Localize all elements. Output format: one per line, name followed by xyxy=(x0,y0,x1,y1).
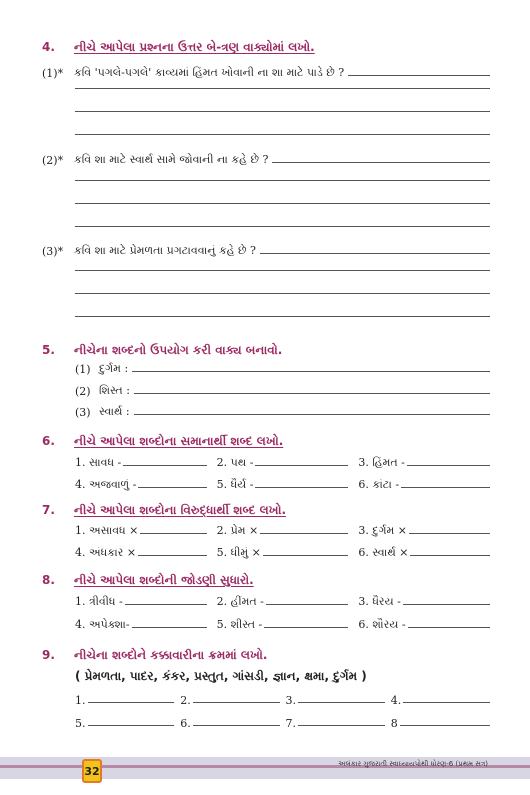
answer-line[interactable] xyxy=(410,555,490,556)
cell-word: 3. હિંમત - xyxy=(358,456,405,469)
word-row xyxy=(75,384,490,398)
section-number: 6. xyxy=(42,434,55,448)
answer-line[interactable] xyxy=(134,414,490,415)
answer-line[interactable] xyxy=(75,88,490,89)
answer-line[interactable] xyxy=(123,465,206,466)
cell-word: 3. દુર્ગમ × xyxy=(358,524,407,537)
grid-cell xyxy=(358,478,490,492)
grid-cell xyxy=(217,595,349,609)
section-number: 5. xyxy=(42,343,55,357)
question-number: (2)* xyxy=(42,154,64,167)
item-number: (2) xyxy=(75,385,91,398)
grid-cell xyxy=(358,546,490,560)
answer-line[interactable] xyxy=(138,555,207,556)
section-4-heading xyxy=(42,40,315,55)
question-row xyxy=(42,244,490,258)
grid-cell xyxy=(180,694,279,707)
grid-cell xyxy=(286,694,385,707)
answer-line[interactable] xyxy=(75,316,490,317)
order-grid xyxy=(75,717,490,730)
answer-line[interactable] xyxy=(403,604,490,605)
grid-cell xyxy=(75,478,207,492)
grid-cell xyxy=(358,595,490,609)
cell-word: 6. કાંટા - xyxy=(358,478,400,491)
cell-word: 4. અજવાળું - xyxy=(75,478,137,491)
slot-number: 2. xyxy=(180,694,191,707)
book-title: અલંકાર ગુજરાતી સ્વાધ્યાયપોથી ધોરણ-6 (પ્રથમ સત્ર) xyxy=(338,760,488,768)
order-grid xyxy=(75,694,490,707)
cell-word: 5. શીસ્ત - xyxy=(216,618,263,631)
synonym-grid xyxy=(75,478,490,492)
section-number: 9. xyxy=(42,648,55,662)
answer-line[interactable] xyxy=(409,533,490,534)
item-word: દુર્ગમ : xyxy=(99,362,129,375)
cell-word: 5. ધીમું × xyxy=(216,546,261,559)
cell-word: 2. પ્રેમ × xyxy=(216,524,259,537)
slot-number: 3. xyxy=(285,694,296,707)
answer-line[interactable] xyxy=(407,465,490,466)
grid-cell xyxy=(217,456,349,470)
answer-line[interactable] xyxy=(88,725,175,726)
grid-cell xyxy=(358,456,490,470)
answer-line[interactable] xyxy=(75,270,490,271)
grid-cell xyxy=(217,618,349,632)
section-7-heading xyxy=(42,503,286,518)
answer-line[interactable] xyxy=(193,702,280,703)
cell-word: 1. ત્રીવીધ - xyxy=(75,595,123,608)
answer-line[interactable] xyxy=(298,725,385,726)
grid-cell xyxy=(358,524,490,538)
answer-line[interactable] xyxy=(132,371,490,372)
antonym-grid xyxy=(75,546,490,560)
answer-line[interactable] xyxy=(134,393,490,394)
answer-line[interactable] xyxy=(263,555,348,556)
slot-number: 4. xyxy=(390,694,402,707)
item-word: સ્વાર્થ : xyxy=(99,405,130,418)
grid-cell xyxy=(75,524,207,538)
section-title: નીચેના શબ્દનો ઉપયોગ કરી વાક્ય બનાવો. xyxy=(74,343,283,357)
spelling-grid xyxy=(75,595,490,609)
question-text: કવિ 'પગલે-પગલે' કાવ્યમાં હિંમત ખોવાની ના શા માટે પાડે છે ? xyxy=(74,66,345,79)
section-title: નીચેના શબ્દોને કક્કાવારીના ક્રમમાં લખો. xyxy=(74,648,268,662)
grid-cell xyxy=(391,717,490,730)
slot-number: 5. xyxy=(75,717,86,730)
answer-line[interactable] xyxy=(140,533,206,534)
item-number: (3) xyxy=(75,406,91,419)
item-word: શિસ્ત : xyxy=(99,384,130,397)
grid-cell xyxy=(217,524,349,538)
question-row xyxy=(42,153,490,167)
section-9-heading xyxy=(42,648,267,663)
section-title: નીચે આપેલા શબ્દોના વિરુદ્ધાર્થી શબ્દ લખો. xyxy=(74,503,287,517)
cell-word: 1. સાવધ - xyxy=(75,456,122,469)
slot-number: 6. xyxy=(180,717,191,730)
section-number: 7. xyxy=(42,503,55,517)
grid-cell xyxy=(217,546,349,560)
answer-line[interactable] xyxy=(298,702,385,703)
slot-number: 1. xyxy=(75,694,86,707)
grid-cell xyxy=(75,456,207,470)
answer-line[interactable] xyxy=(138,487,206,488)
cell-word: 4. અપેક્શા- xyxy=(75,618,130,631)
grid-cell xyxy=(75,618,207,632)
answer-line[interactable] xyxy=(408,627,490,628)
slot-number: 8 xyxy=(390,717,398,730)
grid-cell xyxy=(75,717,174,730)
word-row xyxy=(75,362,490,376)
answer-line[interactable] xyxy=(75,134,490,135)
grid-cell xyxy=(391,694,490,707)
item-number: (1) xyxy=(75,363,91,376)
answer-line[interactable] xyxy=(132,627,207,628)
cell-word: 2. પથ - xyxy=(216,456,254,469)
answer-line[interactable] xyxy=(266,604,348,605)
answer-line[interactable] xyxy=(403,702,490,703)
grid-cell xyxy=(180,717,279,730)
antonym-grid xyxy=(75,524,490,538)
question-row xyxy=(42,66,490,80)
answer-line[interactable] xyxy=(260,533,348,534)
answer-line[interactable] xyxy=(88,702,175,703)
answer-line[interactable] xyxy=(75,293,490,294)
answer-line[interactable] xyxy=(75,203,490,204)
answer-line[interactable] xyxy=(125,604,207,605)
grid-cell xyxy=(217,478,349,492)
answer-line[interactable] xyxy=(75,226,490,227)
section-6-heading xyxy=(42,434,283,449)
answer-line[interactable] xyxy=(264,627,348,628)
answer-line[interactable] xyxy=(401,487,490,488)
page-number: 32 xyxy=(82,759,102,783)
question-number: (1)* xyxy=(42,67,64,80)
section-number: 4. xyxy=(42,40,55,54)
cell-word: 1. અસાવધ × xyxy=(75,524,139,537)
answer-line[interactable] xyxy=(75,111,490,112)
answer-line[interactable] xyxy=(75,180,490,181)
answer-line[interactable] xyxy=(272,162,490,163)
section-title: નીચે આપેલા શબ્દોની જોડણી સુધારો. xyxy=(74,573,254,587)
cell-word: 3. ધૈરય - xyxy=(358,595,401,608)
grid-cell xyxy=(75,595,207,609)
answer-line[interactable] xyxy=(348,75,490,76)
answer-line[interactable] xyxy=(255,465,348,466)
grid-cell xyxy=(75,546,207,560)
answer-line[interactable] xyxy=(260,253,490,254)
section-title: નીચે આપેલા પ્રશ્નના ઉત્તર બે-ત્રણ વાક્યોમાં લખો. xyxy=(74,40,315,54)
question-number: (3)* xyxy=(42,245,64,258)
answer-line[interactable] xyxy=(193,725,280,726)
section-title: નીચે આપેલા શબ્દોના સમાનાર્થી શબ્દ લખો. xyxy=(74,434,284,448)
slot-number: 7. xyxy=(285,717,296,730)
word-row xyxy=(75,405,490,419)
answer-line[interactable] xyxy=(255,487,348,488)
question-text: કવિ શા માટે પ્રેમળતા પ્રગટાવવાનું કહે છે ? xyxy=(74,244,256,257)
answer-line[interactable] xyxy=(400,725,490,726)
section-8-heading xyxy=(42,573,254,588)
cell-word: 4. અંધકાર × xyxy=(75,546,137,559)
section-number: 8. xyxy=(42,573,55,587)
cell-word: 6. શૌરય - xyxy=(358,618,406,631)
synonym-grid xyxy=(75,456,490,470)
cell-word: 6. સ્વાર્થ × xyxy=(358,546,409,559)
grid-cell xyxy=(75,694,174,707)
grid-cell xyxy=(286,717,385,730)
word-list: ( પ્રેમળતા, પાદર, કંકર, પ્રસ્તુત, ગાંસડી, જ્ઞાન, ક્ષમા, દુર્ગમ ) xyxy=(75,669,367,683)
question-text: કવિ શા માટે સ્વાર્થ સામે જોવાની ના કહે છે ? xyxy=(74,153,269,166)
cell-word: 2. હીંમત - xyxy=(216,595,264,608)
section-5-heading xyxy=(42,343,282,358)
spelling-grid xyxy=(75,618,490,632)
grid-cell xyxy=(358,618,490,632)
cell-word: 5. ધૈર્ય - xyxy=(216,478,254,491)
